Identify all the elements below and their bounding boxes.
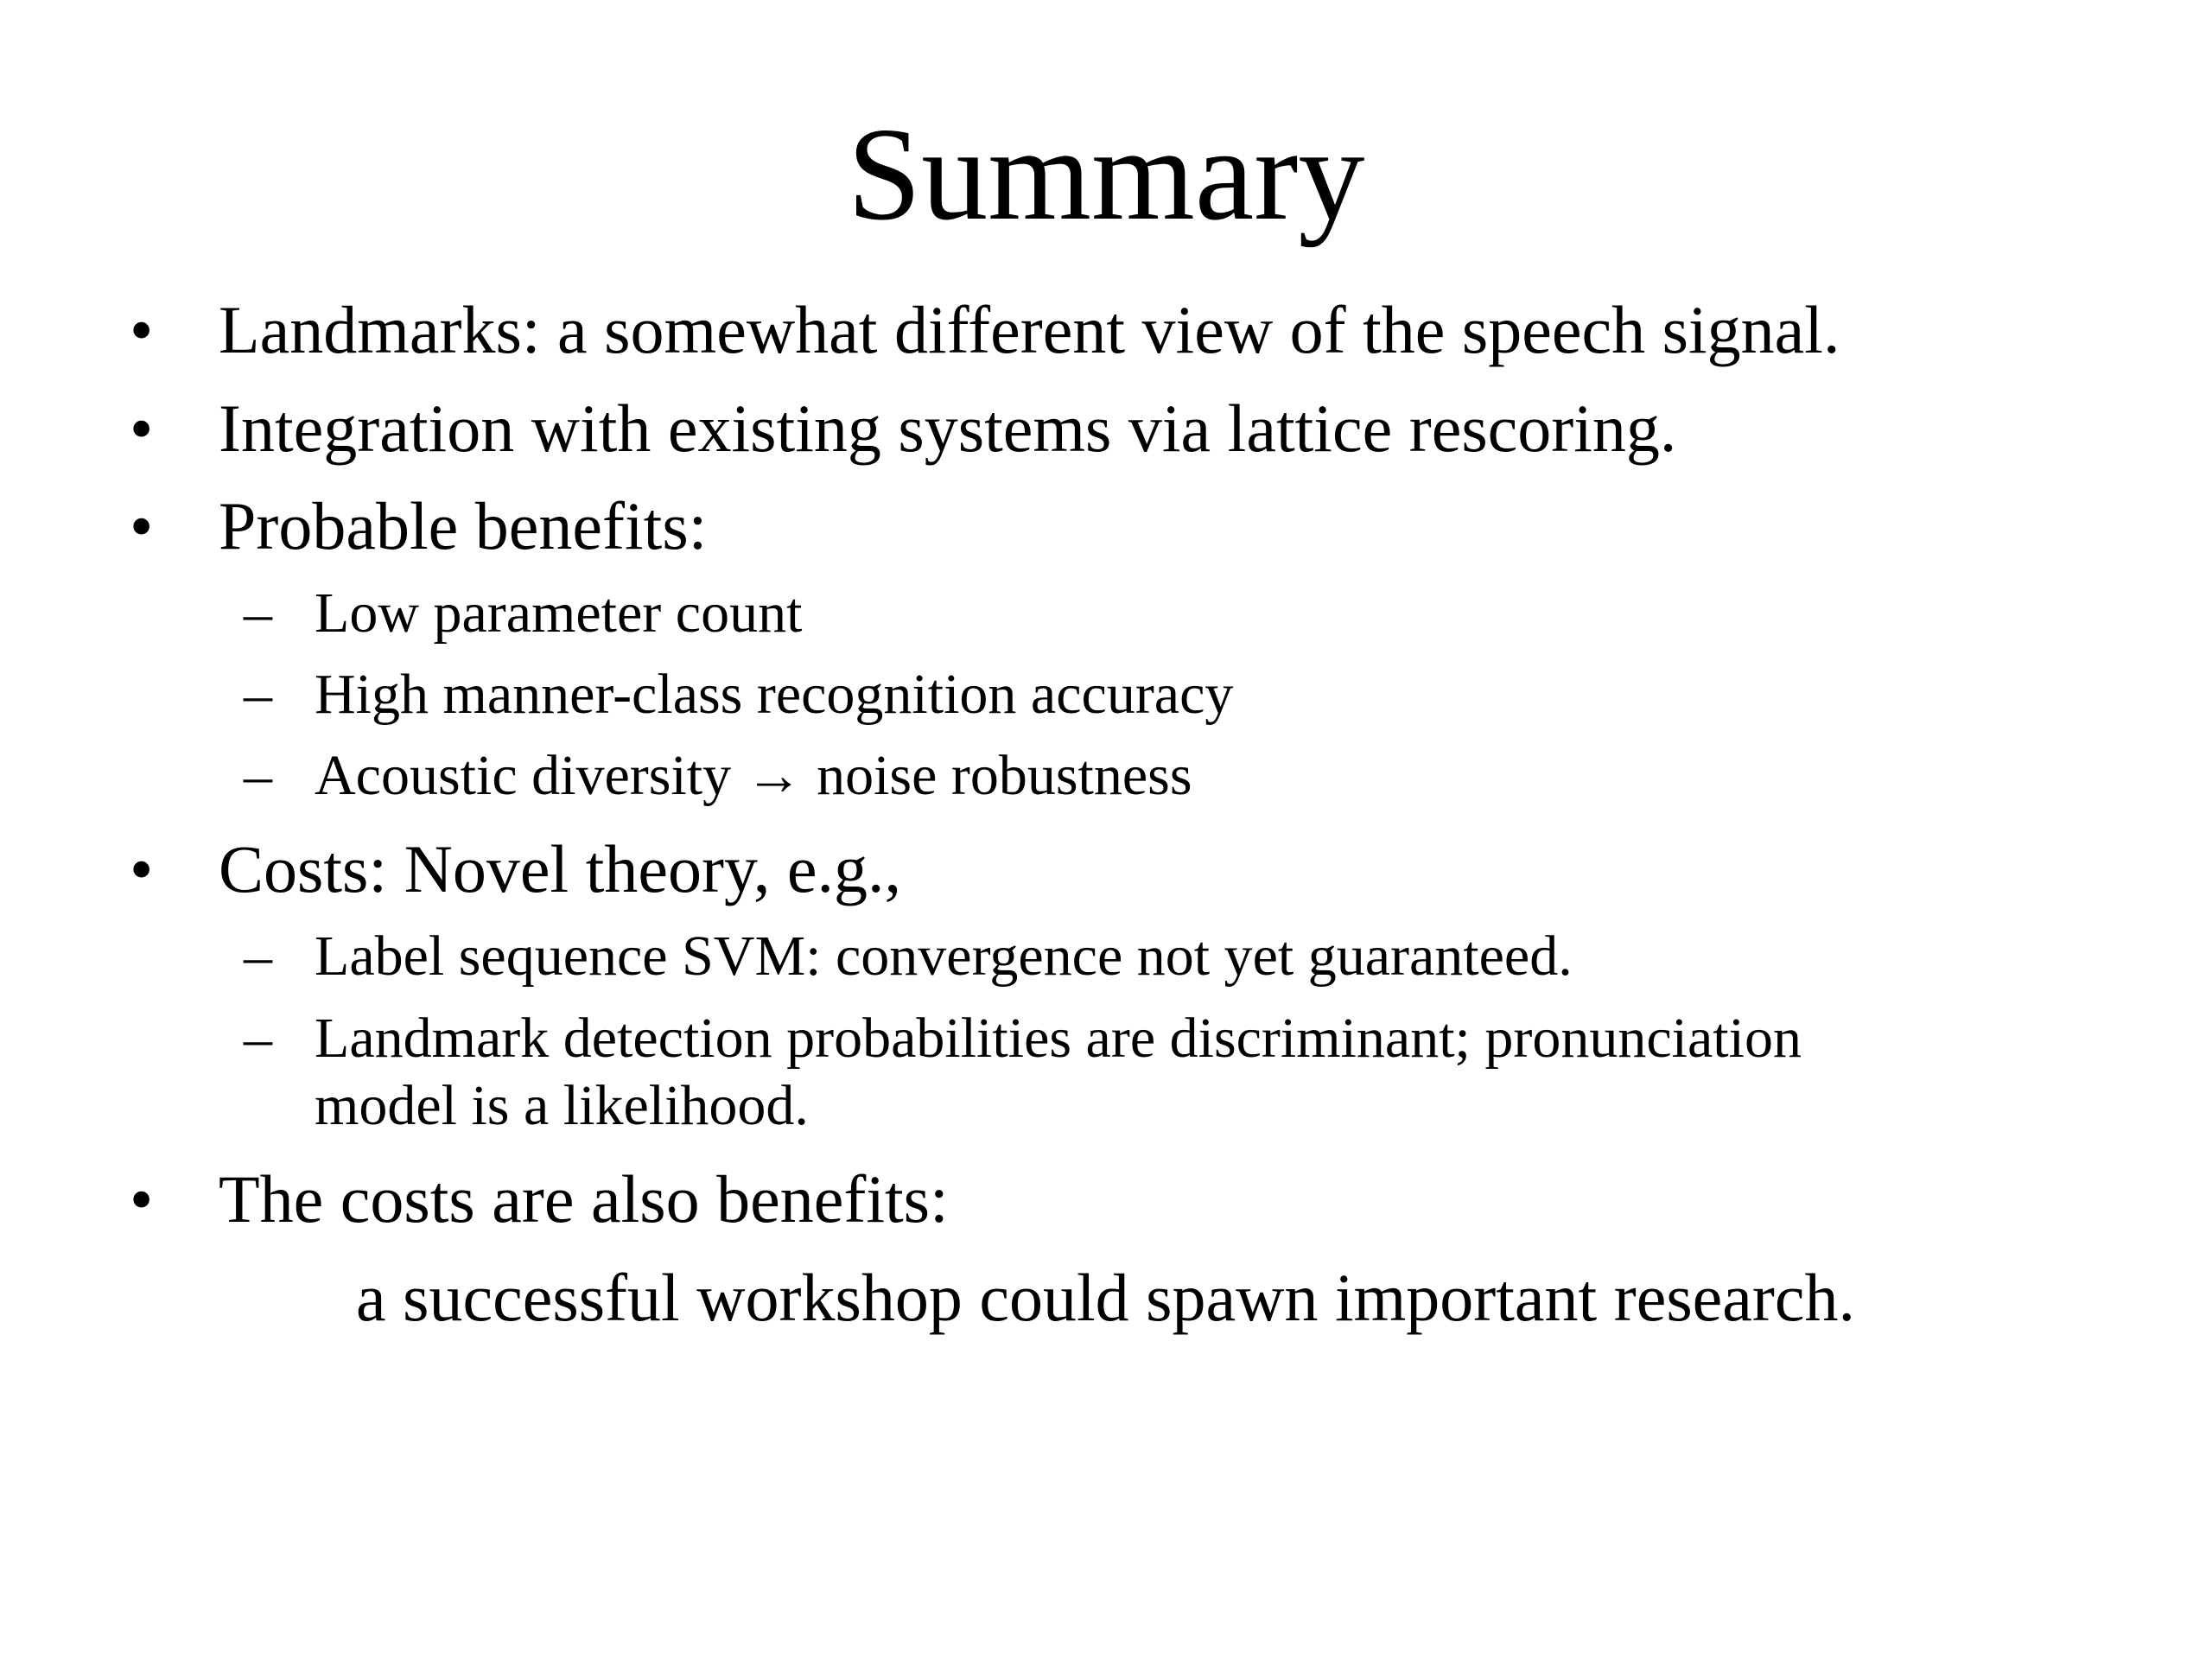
bullet-text: Probable benefits: xyxy=(219,488,708,563)
dash-icon: – xyxy=(244,1007,272,1070)
bullet-icon: • xyxy=(130,292,154,367)
dash-icon: – xyxy=(244,744,272,807)
sub-bullet-text: High manner-class recognition accuracy xyxy=(315,663,1234,726)
sub-bullet-text: Acoustic diversity → noise robustness xyxy=(315,744,1192,807)
closing-statement: a successful workshop could spawn important research. xyxy=(356,1260,1856,1335)
slide-title: Summary xyxy=(847,101,1365,248)
bullet-icon: • xyxy=(130,488,154,563)
bullet-text: Integration with existing systems via lattice rescoring. xyxy=(219,391,1677,466)
sub-bullet-text: Label sequence SVM: convergence not yet guaranteed. xyxy=(315,925,1573,988)
bullet-text: Costs: Novel theory, e.g., xyxy=(219,831,902,906)
bullet-icon: • xyxy=(130,831,154,906)
dash-icon: – xyxy=(244,582,272,645)
bullet-text: The costs are also benefits: xyxy=(219,1161,949,1236)
sub-bullet-text-line1: Landmark detection probabilities are discriminant; pronunciation xyxy=(315,1007,1802,1070)
sub-bullet-text: Low parameter count xyxy=(315,582,803,645)
dash-icon: – xyxy=(244,925,272,988)
sub-bullet-text-line2: model is a likelihood. xyxy=(315,1074,809,1137)
bullet-icon: • xyxy=(130,391,154,466)
bullet-icon: • xyxy=(130,1161,154,1236)
bullet-text: Landmarks: a somewhat different view of the speech signal. xyxy=(219,292,1840,367)
dash-icon: – xyxy=(244,663,272,726)
